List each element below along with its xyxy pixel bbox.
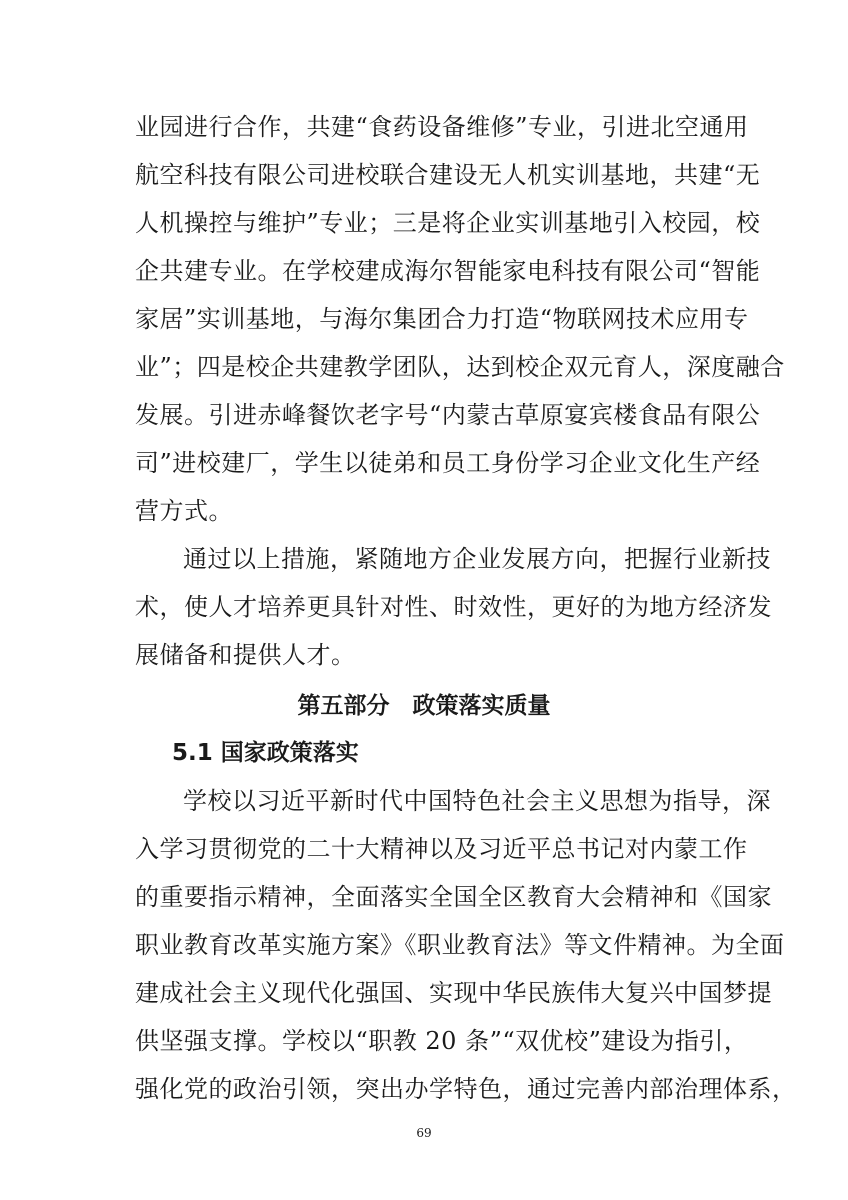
page-number: 69 <box>416 1126 432 1140</box>
paragraph-3-line: 的重要指示精神，全面落实全国全区教育大会精神和《国家 <box>135 883 772 911</box>
paragraph-3-line: 强化党的政治引领，突出办学特色，通过完善内部治理体系， <box>135 1075 797 1103</box>
paragraph-1-line: 发展。引进赤峰餐饮老字号“内蒙古草原宴宾楼食品有限公 <box>135 401 761 429</box>
paragraph-1-line: 营方式。 <box>135 497 233 525</box>
paragraph-1-line: 司”进校建厂，学生以徒弟和员工身份学习企业文化生产经 <box>135 449 761 477</box>
subsection-title: 5.1 国家政策落实 <box>172 740 359 766</box>
paragraph-3-line: 入学习贯彻党的二十大精神以及习近平总书记对内蒙工作 <box>135 835 748 863</box>
paragraph-1-line: 人机操控与维护”专业；三是将企业实训基地引入校园，校 <box>135 209 761 237</box>
paragraph-1-line: 家居”实训基地，与海尔集团合力打造“物联网技术应用专 <box>135 305 749 333</box>
section-title: 第五部分 政策落实质量 <box>297 693 551 719</box>
paragraph-2-line: 通过以上措施，紧随地方企业发展方向，把握行业新技 <box>183 545 771 573</box>
paragraph-1-line: 企共建专业。在学校建成海尔智能家电科技有限公司“智能 <box>135 257 761 285</box>
paragraph-2-line: 展储备和提供人才。 <box>135 641 356 669</box>
paragraph-2-line: 术，使人才培养更具针对性、时效性，更好的为地方经济发 <box>135 593 772 621</box>
paragraph-1-line: 业园进行合作，共建“食药设备维修”专业，引进北空通用 <box>135 113 749 141</box>
paragraph-1-line: 航空科技有限公司进校联合建设无人机实训基地，共建“无 <box>135 161 761 189</box>
paragraph-3-line: 学校以习近平新时代中国特色社会主义思想为指导，深 <box>183 787 771 815</box>
paragraph-1-line: 业”；四是校企共建教学团队，达到校企双元育人，深度融合 <box>135 353 785 381</box>
paragraph-3-line: 职业教育改革实施方案》《职业教育法》等文件精神。为全面 <box>135 931 785 959</box>
paragraph-3-line: 供坚强支撑。学校以“职教 20 条”“双优校”建设为指引， <box>135 1027 749 1055</box>
paragraph-3-line: 建成社会主义现代化强国、实现中华民族伟大复兴中国梦提 <box>135 979 772 1007</box>
